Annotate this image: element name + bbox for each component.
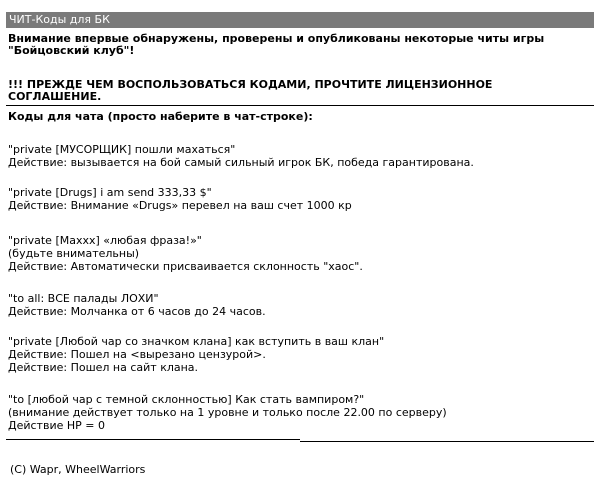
code-description: Действие НР = 0	[8, 419, 105, 432]
code-item	[8, 143, 592, 169]
divider	[300, 441, 594, 442]
warning-notice	[8, 33, 592, 57]
code-item	[8, 234, 592, 273]
license-line: СОГЛАШЕНИЕ.	[8, 90, 102, 103]
code-description: Действие: вызывается на бой самый сильный игрок БК, победа гарантирована.	[8, 156, 474, 169]
code-description: Действие: Молчанка от 6 часов до 24 часов.	[8, 305, 266, 318]
license-line: !!! ПРЕЖДЕ ЧЕМ ВОСПОЛЬЗОВАТЬСЯ КОДАМИ, ПРОЧТИТЕ ЛИЦЕНЗИОННОЕ	[8, 78, 493, 91]
code-note: (внимание действует только на 1 уровне и только после 22.00 по серверу)	[8, 406, 447, 419]
code-item	[8, 292, 592, 318]
license-notice	[8, 79, 592, 103]
code-description: Действие: Пошел на сайт клана.	[8, 361, 199, 374]
code-item	[8, 186, 592, 212]
code-command: "private [МУСОРЩИК] пошли махаться"	[8, 143, 236, 156]
code-item	[8, 335, 592, 374]
code-description: Действие: Пошел на <вырезано цензурой>.	[8, 348, 266, 361]
warning-line: "Бойцовский клуб"!	[8, 44, 135, 57]
code-note: (будьте внимательны)	[8, 247, 140, 260]
page-title: ЧИТ-Коды для БК	[6, 12, 594, 28]
divider	[6, 439, 300, 440]
code-item	[8, 393, 592, 432]
code-command: "to all: ВСЕ палады ЛОХИ"	[8, 292, 159, 305]
code-command: "to [любой чар с темной склонностью] Как стать вампиром?"	[8, 393, 365, 406]
code-description: Действие: Автоматически присваивается склонность "хаос".	[8, 260, 363, 273]
copyright: (C) Wapr, WheelWarriors	[10, 463, 146, 476]
code-command: "private [Любой чар со значком клана] как вступить в ваш клан"	[8, 335, 385, 348]
divider	[6, 105, 594, 106]
codes-heading: Коды для чата (просто наберите в чат-строке):	[8, 110, 313, 123]
code-command: "private [Maxxx] «любая фраза!»"	[8, 234, 202, 247]
warning-line: Внимание впервые обнаружены, проверены и опубликованы некоторые читы игры	[8, 32, 545, 45]
code-description: Действие: Внимание «Drugs» перевел на ваш счет 1000 кр	[8, 199, 352, 212]
code-command: "private [Drugs] i am send 333,33 $"	[8, 186, 212, 199]
